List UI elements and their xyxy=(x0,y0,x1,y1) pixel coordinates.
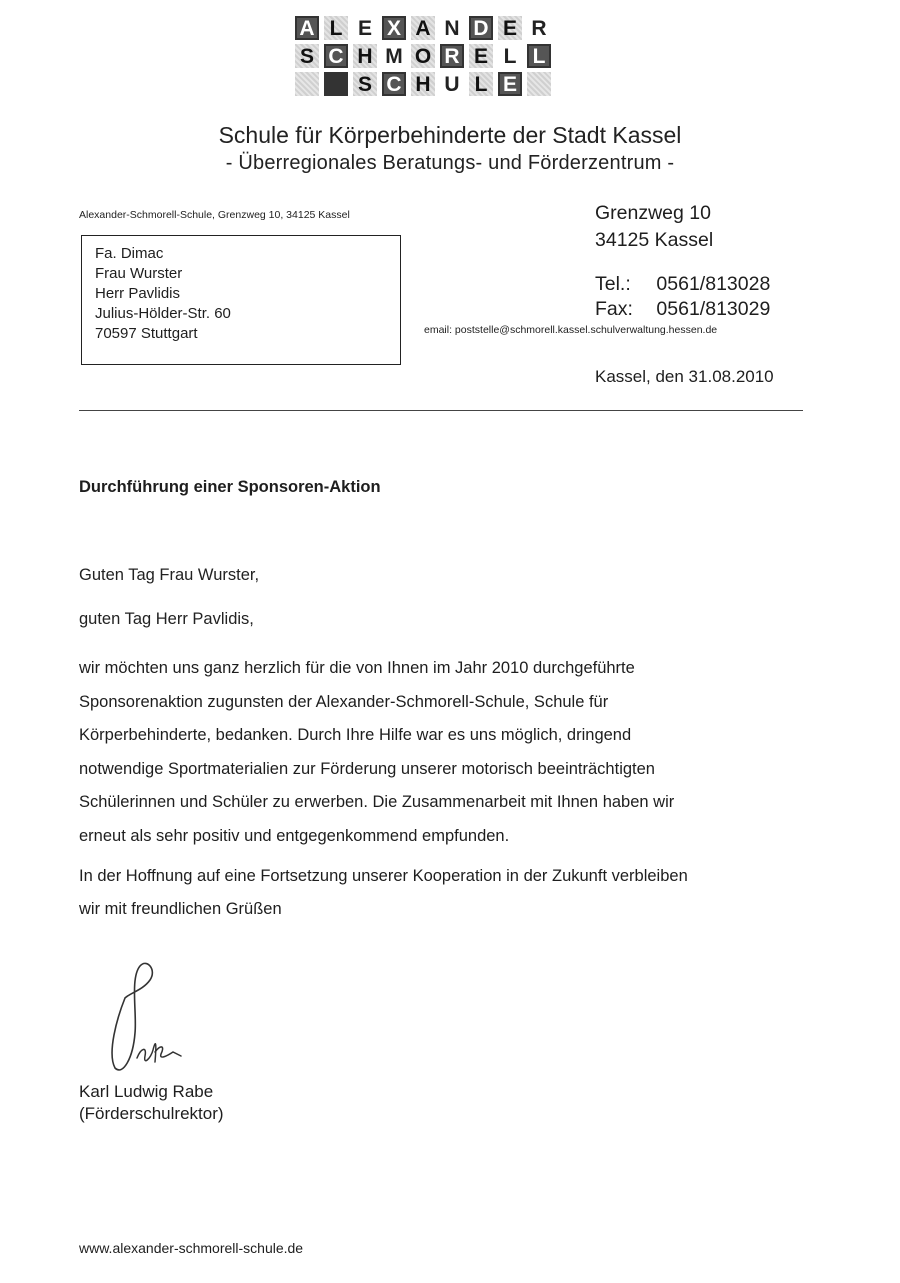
school-subtitle: - Überregionales Beratungs- und Förderzentrum - xyxy=(225,152,675,174)
logo-row-2 xyxy=(295,44,605,68)
school-city: 34125 Kassel xyxy=(595,229,714,251)
recipient-line: Fa. Dimac xyxy=(95,245,164,262)
phone-number: 0561/813028 xyxy=(656,273,771,295)
logo-letter-tile: S xyxy=(295,44,319,68)
logo-letter-tile: H xyxy=(411,72,435,96)
header-divider xyxy=(79,410,803,411)
body-line: Schülerinnen und Schüler zu erwerben. Die Zusammenarbeit mit Ihnen haben wir xyxy=(79,793,675,811)
closing-line: In der Hoffnung auf eine Fortsetzung unserer Kooperation in der Zukunft verbleiben xyxy=(79,867,688,885)
fax-number: 0561/813029 xyxy=(656,298,771,320)
logo-letter-tile: A xyxy=(295,16,319,40)
logo-letter-tile xyxy=(527,72,551,96)
logo-letter-tile: L xyxy=(469,72,493,96)
logo-letter-tile: R xyxy=(440,44,464,68)
body-line: notwendige Sportmaterialien zur Förderung unserer motorisch beeinträchtigten xyxy=(79,759,655,778)
school-address xyxy=(595,200,713,254)
logo-letter-tile: O xyxy=(411,44,435,68)
logo-letter-tile: N xyxy=(444,16,460,40)
recipient-line: Herr Pavlidis xyxy=(95,285,181,302)
school-street: Grenzweg 10 xyxy=(595,202,711,224)
letter-body xyxy=(79,652,674,853)
logo-letter-tile: E xyxy=(469,44,493,68)
logo-letter-tile: E xyxy=(498,72,522,96)
logo-letter-tile: L xyxy=(503,44,517,68)
logo-letter-tile xyxy=(324,72,348,96)
letter-subject: Durchführung einer Sponsoren-Aktion xyxy=(79,478,381,496)
recipient-line: Julius-Hölder-Str. 60 xyxy=(95,305,231,322)
school-name: Schule für Körperbehinderte der Stadt Kassel xyxy=(218,122,682,148)
logo-letter-tile xyxy=(295,72,319,96)
logo-letter-tile: A xyxy=(411,16,435,40)
school-logo xyxy=(295,16,605,100)
greeting-line-1: Guten Tag Frau Wurster, xyxy=(79,566,260,584)
website-url: www.alexander-schmorell-schule.de xyxy=(79,1240,304,1256)
logo-letter-tile: R xyxy=(531,16,547,40)
logo-letter-tile: D xyxy=(469,16,493,40)
fax-line xyxy=(595,297,770,322)
logo-letter-tile: C xyxy=(382,72,406,96)
sender-return-address: Alexander-Schmorell-Schule, Grenzweg 10, 34125 Kassel xyxy=(79,209,350,221)
logo-letter-tile: H xyxy=(353,44,377,68)
logo-letter-tile: E xyxy=(357,16,372,40)
body-line: Körperbehinderte, bedanken. Durch Ihre Hilfe war es uns möglich, dringend xyxy=(79,726,632,744)
phone-label: Tel.: xyxy=(595,273,631,295)
fax-label: Fax: xyxy=(595,298,633,320)
recipient-address-box xyxy=(81,235,401,365)
closing-paragraph xyxy=(79,860,688,926)
closing-line: wir mit freundlichen Grüßen xyxy=(79,900,282,918)
greeting-line-2: guten Tag Herr Pavlidis, xyxy=(79,610,254,628)
email-address: email: poststelle@schmorell.kassel.schulverwaltung.hessen.de xyxy=(424,324,718,336)
recipient-line: Frau Wurster xyxy=(95,265,183,282)
handwritten-signature xyxy=(95,958,205,1078)
recipient-line: 70597 Stuttgart xyxy=(95,325,198,342)
logo-row-1 xyxy=(295,16,605,40)
letter-date: Kassel, den 31.08.2010 xyxy=(595,367,774,386)
signer-title: (Förderschulrektor) xyxy=(79,1104,224,1123)
logo-row-3 xyxy=(295,72,605,96)
body-line: Sponsorenaktion zugunsten der Alexander-Schmorell-Schule, Schule für xyxy=(79,692,609,711)
phone-line xyxy=(595,272,770,297)
logo-letter-tile: C xyxy=(324,44,348,68)
body-line: wir möchten uns ganz herzlich für die von Ihnen im Jahr 2010 durchgeführte xyxy=(79,659,635,677)
logo-letter-tile: E xyxy=(498,16,522,40)
logo-letter-tile: S xyxy=(353,72,377,96)
logo-letter-tile: L xyxy=(324,16,348,40)
logo-letter-tile: U xyxy=(444,72,460,96)
body-line: erneut als sehr positiv und entgegenkommend empfunden. xyxy=(79,826,510,845)
signer-name: Karl Ludwig Rabe xyxy=(79,1082,214,1101)
signer-block xyxy=(79,1081,224,1125)
logo-letter-tile: X xyxy=(382,16,406,40)
logo-letter-tile: L xyxy=(527,44,551,68)
contact-block xyxy=(595,272,770,322)
logo-letter-tile: M xyxy=(385,44,403,68)
